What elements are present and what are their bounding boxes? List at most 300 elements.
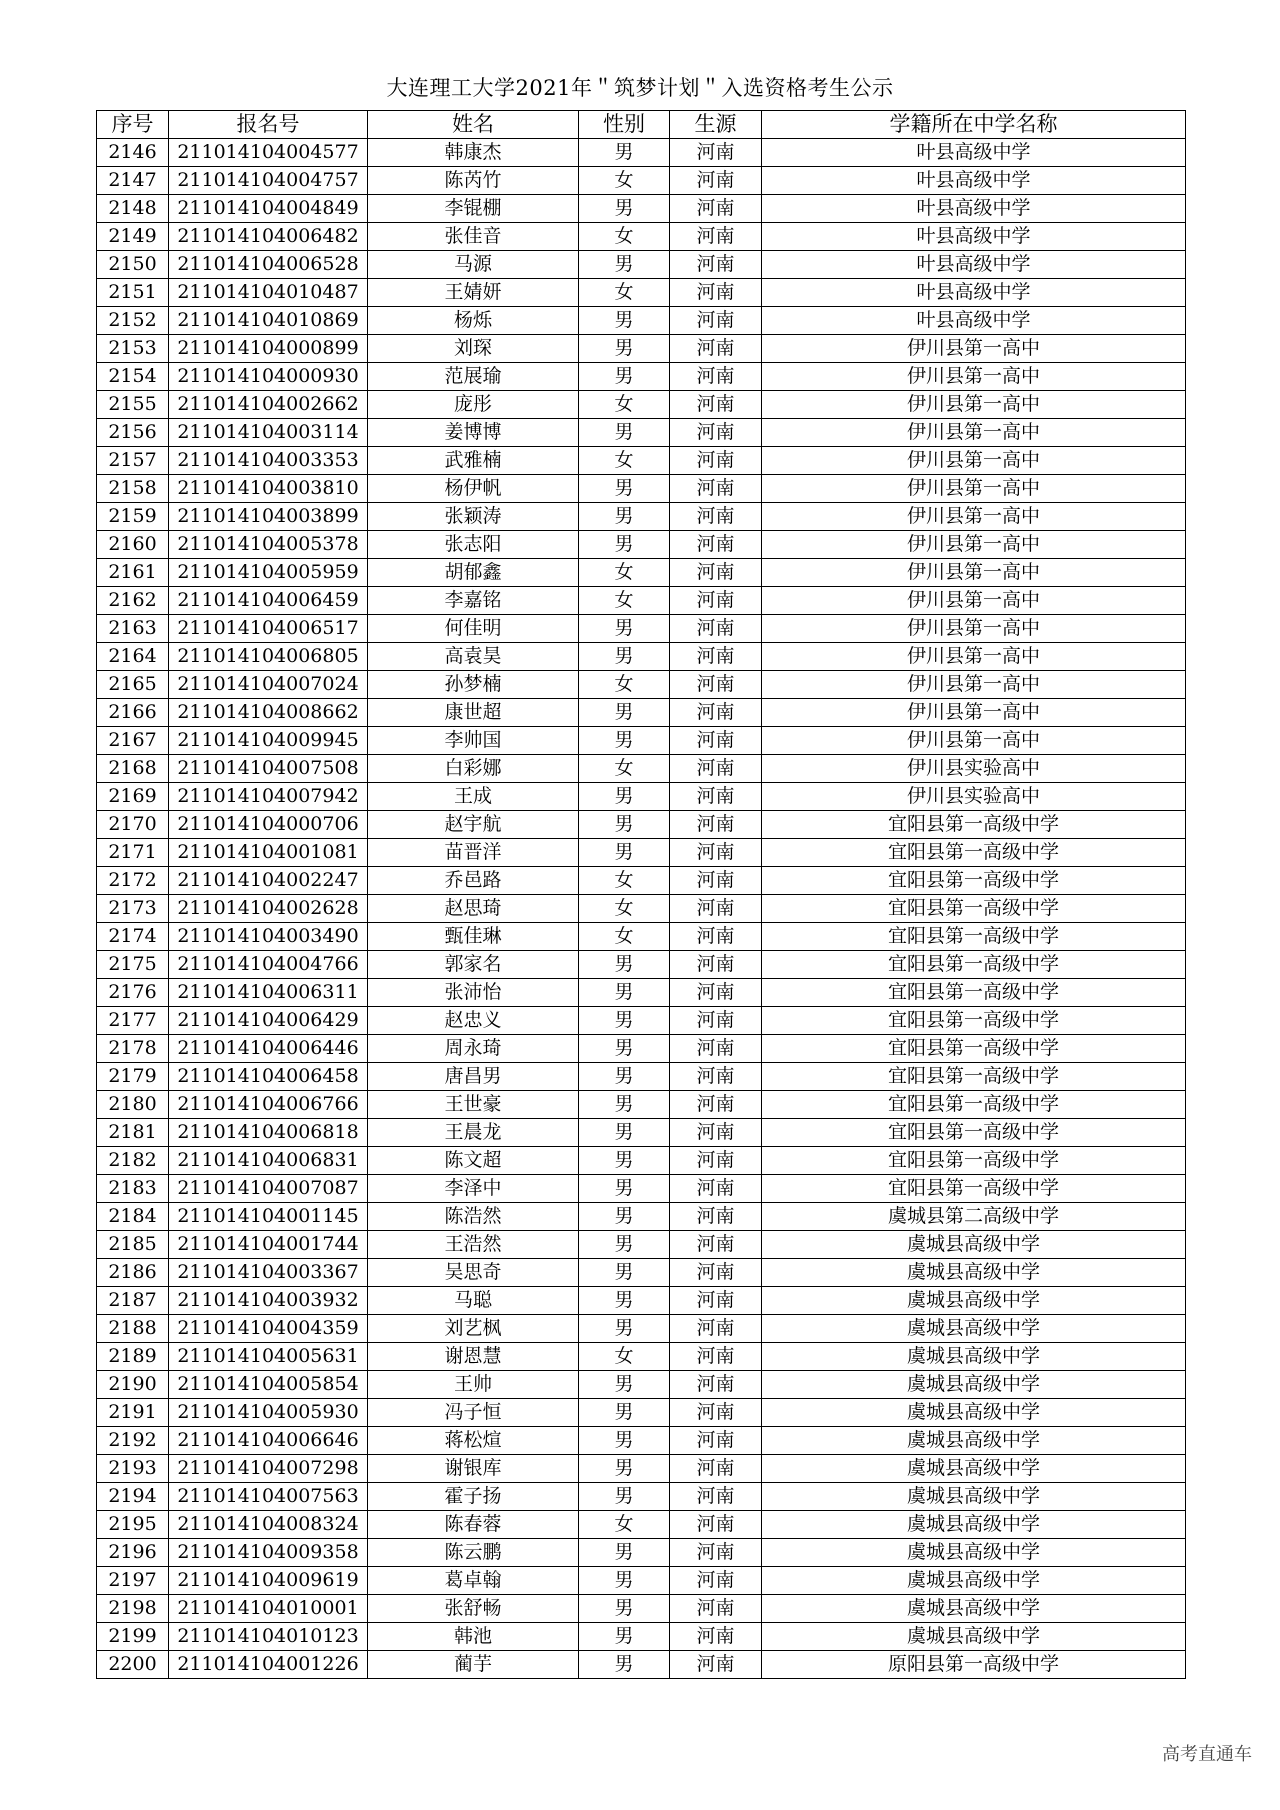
cell-name: 王浩然 bbox=[368, 1231, 579, 1259]
cell-registration-no: 211014104006482 bbox=[169, 223, 368, 251]
cell-gender: 女 bbox=[579, 279, 670, 307]
cell-origin: 河南 bbox=[670, 1007, 762, 1035]
table-row bbox=[97, 195, 1186, 223]
cell-gender: 男 bbox=[579, 1035, 670, 1063]
cell-registration-no: 211014104003114 bbox=[169, 419, 368, 447]
table-row bbox=[97, 1651, 1186, 1679]
cell-name: 刘艺枫 bbox=[368, 1315, 579, 1343]
cell-name: 李锟棚 bbox=[368, 195, 579, 223]
table-row bbox=[97, 1259, 1186, 1287]
table-row bbox=[97, 783, 1186, 811]
cell-gender: 男 bbox=[579, 1539, 670, 1567]
cell-registration-no: 211014104005930 bbox=[169, 1399, 368, 1427]
table-row bbox=[97, 1623, 1186, 1651]
cell-school: 叶县高级中学 bbox=[762, 307, 1186, 335]
cell-index: 2152 bbox=[97, 307, 169, 335]
cell-index: 2192 bbox=[97, 1427, 169, 1455]
table-row bbox=[97, 1203, 1186, 1231]
cell-gender: 男 bbox=[579, 503, 670, 531]
table-row bbox=[97, 1147, 1186, 1175]
table-row bbox=[97, 1343, 1186, 1371]
table-row bbox=[97, 671, 1186, 699]
cell-registration-no: 211014104010001 bbox=[169, 1595, 368, 1623]
cell-gender: 男 bbox=[579, 1119, 670, 1147]
cell-index: 2170 bbox=[97, 811, 169, 839]
cell-registration-no: 211014104007087 bbox=[169, 1175, 368, 1203]
cell-name: 乔邑路 bbox=[368, 867, 579, 895]
table-row bbox=[97, 363, 1186, 391]
cell-origin: 河南 bbox=[670, 699, 762, 727]
cell-registration-no: 211014104002247 bbox=[169, 867, 368, 895]
cell-registration-no: 211014104006459 bbox=[169, 587, 368, 615]
cell-name: 苗晋洋 bbox=[368, 839, 579, 867]
cell-registration-no: 211014104000706 bbox=[169, 811, 368, 839]
cell-registration-no: 211014104003810 bbox=[169, 475, 368, 503]
cell-registration-no: 211014104010123 bbox=[169, 1623, 368, 1651]
table-row bbox=[97, 167, 1186, 195]
cell-registration-no: 211014104002662 bbox=[169, 391, 368, 419]
cell-name: 何佳明 bbox=[368, 615, 579, 643]
cell-index: 2154 bbox=[97, 363, 169, 391]
cell-index: 2190 bbox=[97, 1371, 169, 1399]
cell-registration-no: 211014104004757 bbox=[169, 167, 368, 195]
cell-gender: 男 bbox=[579, 643, 670, 671]
cell-name: 胡郁鑫 bbox=[368, 559, 579, 587]
cell-origin: 河南 bbox=[670, 1091, 762, 1119]
cell-origin: 河南 bbox=[670, 223, 762, 251]
cell-origin: 河南 bbox=[670, 587, 762, 615]
cell-school: 伊川县第一高中 bbox=[762, 587, 1186, 615]
cell-name: 张志阳 bbox=[368, 531, 579, 559]
table-row bbox=[97, 503, 1186, 531]
cell-index: 2196 bbox=[97, 1539, 169, 1567]
cell-origin: 河南 bbox=[670, 307, 762, 335]
cell-gender: 男 bbox=[579, 1203, 670, 1231]
table-row bbox=[97, 1511, 1186, 1539]
cell-origin: 河南 bbox=[670, 1427, 762, 1455]
cell-origin: 河南 bbox=[670, 1539, 762, 1567]
cell-school: 叶县高级中学 bbox=[762, 167, 1186, 195]
cell-registration-no: 211014104007942 bbox=[169, 783, 368, 811]
cell-origin: 河南 bbox=[670, 783, 762, 811]
cell-origin: 河南 bbox=[670, 1231, 762, 1259]
cell-index: 2182 bbox=[97, 1147, 169, 1175]
cell-school: 伊川县第一高中 bbox=[762, 503, 1186, 531]
cell-gender: 男 bbox=[579, 1287, 670, 1315]
table-row bbox=[97, 895, 1186, 923]
cell-name: 康世超 bbox=[368, 699, 579, 727]
cell-index: 2184 bbox=[97, 1203, 169, 1231]
cell-index: 2146 bbox=[97, 139, 169, 167]
cell-registration-no: 211014104005378 bbox=[169, 531, 368, 559]
cell-school: 伊川县第一高中 bbox=[762, 531, 1186, 559]
cell-origin: 河南 bbox=[670, 951, 762, 979]
cell-gender: 男 bbox=[579, 1231, 670, 1259]
table-row bbox=[97, 811, 1186, 839]
cell-registration-no: 211014104004577 bbox=[169, 139, 368, 167]
cell-school: 叶县高级中学 bbox=[762, 195, 1186, 223]
table-body bbox=[97, 139, 1186, 1679]
cell-school: 伊川县第一高中 bbox=[762, 391, 1186, 419]
cell-index: 2191 bbox=[97, 1399, 169, 1427]
cell-name: 刘琛 bbox=[368, 335, 579, 363]
cell-registration-no: 211014104001744 bbox=[169, 1231, 368, 1259]
cell-registration-no: 211014104007024 bbox=[169, 671, 368, 699]
cell-gender: 男 bbox=[579, 1175, 670, 1203]
cell-name: 李帅国 bbox=[368, 727, 579, 755]
cell-index: 2158 bbox=[97, 475, 169, 503]
cell-school: 虞城县高级中学 bbox=[762, 1343, 1186, 1371]
cell-name: 庞彤 bbox=[368, 391, 579, 419]
table-row bbox=[97, 559, 1186, 587]
cell-origin: 河南 bbox=[670, 643, 762, 671]
cell-index: 2200 bbox=[97, 1651, 169, 1679]
cell-registration-no: 211014104010869 bbox=[169, 307, 368, 335]
cell-gender: 男 bbox=[579, 1483, 670, 1511]
cell-index: 2168 bbox=[97, 755, 169, 783]
cell-origin: 河南 bbox=[670, 279, 762, 307]
cell-index: 2181 bbox=[97, 1119, 169, 1147]
cell-name: 冯子恒 bbox=[368, 1399, 579, 1427]
cell-school: 虞城县高级中学 bbox=[762, 1315, 1186, 1343]
cell-school: 叶县高级中学 bbox=[762, 139, 1186, 167]
table-row bbox=[97, 727, 1186, 755]
cell-origin: 河南 bbox=[670, 895, 762, 923]
cell-origin: 河南 bbox=[670, 923, 762, 951]
cell-registration-no: 211014104007563 bbox=[169, 1483, 368, 1511]
cell-registration-no: 211014104006429 bbox=[169, 1007, 368, 1035]
col-header-index: 序号 bbox=[97, 111, 169, 139]
cell-index: 2174 bbox=[97, 923, 169, 951]
cell-origin: 河南 bbox=[670, 139, 762, 167]
cell-school: 原阳县第一高级中学 bbox=[762, 1651, 1186, 1679]
cell-registration-no: 211014104000930 bbox=[169, 363, 368, 391]
cell-registration-no: 211014104006528 bbox=[169, 251, 368, 279]
cell-school: 宜阳县第一高级中学 bbox=[762, 979, 1186, 1007]
cell-name: 杨烁 bbox=[368, 307, 579, 335]
cell-registration-no: 211014104003932 bbox=[169, 1287, 368, 1315]
cell-school: 伊川县第一高中 bbox=[762, 559, 1186, 587]
cell-origin: 河南 bbox=[670, 1175, 762, 1203]
cell-index: 2159 bbox=[97, 503, 169, 531]
cell-gender: 女 bbox=[579, 895, 670, 923]
cell-name: 霍子扬 bbox=[368, 1483, 579, 1511]
cell-gender: 男 bbox=[579, 727, 670, 755]
cell-origin: 河南 bbox=[670, 1595, 762, 1623]
cell-origin: 河南 bbox=[670, 1455, 762, 1483]
cell-origin: 河南 bbox=[670, 531, 762, 559]
cell-name: 陈浩然 bbox=[368, 1203, 579, 1231]
cell-index: 2198 bbox=[97, 1595, 169, 1623]
cell-index: 2156 bbox=[97, 419, 169, 447]
cell-name: 范展瑜 bbox=[368, 363, 579, 391]
cell-name: 郭家名 bbox=[368, 951, 579, 979]
cell-gender: 男 bbox=[579, 531, 670, 559]
cell-name: 韩池 bbox=[368, 1623, 579, 1651]
cell-origin: 河南 bbox=[670, 867, 762, 895]
cell-registration-no: 211014104009619 bbox=[169, 1567, 368, 1595]
cell-name: 韩康杰 bbox=[368, 139, 579, 167]
col-header-gender: 性别 bbox=[579, 111, 670, 139]
table-row bbox=[97, 1035, 1186, 1063]
cell-school: 虞城县高级中学 bbox=[762, 1595, 1186, 1623]
cell-name: 谢恩慧 bbox=[368, 1343, 579, 1371]
cell-school: 伊川县第一高中 bbox=[762, 671, 1186, 699]
watermark-text: 高考直通车 bbox=[1162, 1744, 1252, 1765]
cell-registration-no: 211014104004766 bbox=[169, 951, 368, 979]
table-row bbox=[97, 279, 1186, 307]
cell-name: 白彩娜 bbox=[368, 755, 579, 783]
cell-index: 2162 bbox=[97, 587, 169, 615]
cell-school: 叶县高级中学 bbox=[762, 223, 1186, 251]
cell-registration-no: 211014104006458 bbox=[169, 1063, 368, 1091]
cell-school: 伊川县实验高中 bbox=[762, 755, 1186, 783]
cell-index: 2175 bbox=[97, 951, 169, 979]
cell-name: 葛卓翰 bbox=[368, 1567, 579, 1595]
cell-origin: 河南 bbox=[670, 1259, 762, 1287]
cell-name: 张舒畅 bbox=[368, 1595, 579, 1623]
table-row bbox=[97, 867, 1186, 895]
cell-origin: 河南 bbox=[670, 1511, 762, 1539]
cell-school: 宜阳县第一高级中学 bbox=[762, 1175, 1186, 1203]
cell-school: 伊川县第一高中 bbox=[762, 643, 1186, 671]
cell-name: 张佳音 bbox=[368, 223, 579, 251]
cell-origin: 河南 bbox=[670, 1147, 762, 1175]
table-row bbox=[97, 1175, 1186, 1203]
cell-gender: 男 bbox=[579, 811, 670, 839]
cell-index: 2177 bbox=[97, 1007, 169, 1035]
cell-index: 2176 bbox=[97, 979, 169, 1007]
cell-registration-no: 211014104006818 bbox=[169, 1119, 368, 1147]
cell-origin: 河南 bbox=[670, 1315, 762, 1343]
cell-gender: 女 bbox=[579, 867, 670, 895]
cell-gender: 女 bbox=[579, 755, 670, 783]
cell-name: 周永琦 bbox=[368, 1035, 579, 1063]
cell-gender: 女 bbox=[579, 447, 670, 475]
cell-gender: 男 bbox=[579, 1063, 670, 1091]
cell-index: 2186 bbox=[97, 1259, 169, 1287]
table-row bbox=[97, 1007, 1186, 1035]
cell-name: 甄佳琳 bbox=[368, 923, 579, 951]
cell-registration-no: 211014104009358 bbox=[169, 1539, 368, 1567]
cell-school: 虞城县高级中学 bbox=[762, 1455, 1186, 1483]
cell-school: 伊川县实验高中 bbox=[762, 783, 1186, 811]
cell-school: 宜阳县第一高级中学 bbox=[762, 1091, 1186, 1119]
cell-gender: 男 bbox=[579, 1315, 670, 1343]
table-header-row bbox=[97, 111, 1186, 139]
col-header-name: 姓名 bbox=[368, 111, 579, 139]
cell-origin: 河南 bbox=[670, 335, 762, 363]
table-row bbox=[97, 1371, 1186, 1399]
col-header-school: 学籍所在中学名称 bbox=[762, 111, 1186, 139]
cell-gender: 女 bbox=[579, 559, 670, 587]
cell-origin: 河南 bbox=[670, 839, 762, 867]
cell-gender: 男 bbox=[579, 839, 670, 867]
cell-school: 宜阳县第一高级中学 bbox=[762, 951, 1186, 979]
cell-gender: 女 bbox=[579, 671, 670, 699]
table-row bbox=[97, 643, 1186, 671]
cell-index: 2155 bbox=[97, 391, 169, 419]
table-row bbox=[97, 979, 1186, 1007]
table-row bbox=[97, 951, 1186, 979]
cell-gender: 男 bbox=[579, 951, 670, 979]
cell-school: 伊川县第一高中 bbox=[762, 699, 1186, 727]
cell-origin: 河南 bbox=[670, 391, 762, 419]
cell-registration-no: 211014104008324 bbox=[169, 1511, 368, 1539]
cell-origin: 河南 bbox=[670, 671, 762, 699]
cell-registration-no: 211014104005959 bbox=[169, 559, 368, 587]
cell-index: 2193 bbox=[97, 1455, 169, 1483]
cell-gender: 男 bbox=[579, 1651, 670, 1679]
cell-school: 宜阳县第一高级中学 bbox=[762, 1063, 1186, 1091]
cell-name: 王世豪 bbox=[368, 1091, 579, 1119]
cell-name: 姜博博 bbox=[368, 419, 579, 447]
cell-school: 宜阳县第一高级中学 bbox=[762, 839, 1186, 867]
table-row bbox=[97, 419, 1186, 447]
cell-origin: 河南 bbox=[670, 447, 762, 475]
cell-school: 虞城县高级中学 bbox=[762, 1427, 1186, 1455]
cell-gender: 男 bbox=[579, 1623, 670, 1651]
cell-origin: 河南 bbox=[670, 363, 762, 391]
cell-index: 2173 bbox=[97, 895, 169, 923]
cell-gender: 男 bbox=[579, 1007, 670, 1035]
cell-origin: 河南 bbox=[670, 503, 762, 531]
cell-origin: 河南 bbox=[670, 1483, 762, 1511]
cell-registration-no: 211014104005631 bbox=[169, 1343, 368, 1371]
cell-gender: 男 bbox=[579, 419, 670, 447]
cell-origin: 河南 bbox=[670, 979, 762, 1007]
cell-registration-no: 211014104009945 bbox=[169, 727, 368, 755]
cell-school: 宜阳县第一高级中学 bbox=[762, 1007, 1186, 1035]
cell-origin: 河南 bbox=[670, 251, 762, 279]
cell-registration-no: 211014104006646 bbox=[169, 1427, 368, 1455]
cell-index: 2178 bbox=[97, 1035, 169, 1063]
table-row bbox=[97, 1455, 1186, 1483]
cell-origin: 河南 bbox=[670, 559, 762, 587]
cell-gender: 男 bbox=[579, 1399, 670, 1427]
table-row bbox=[97, 1595, 1186, 1623]
cell-name: 李嘉铭 bbox=[368, 587, 579, 615]
cell-school: 叶县高级中学 bbox=[762, 251, 1186, 279]
cell-index: 2171 bbox=[97, 839, 169, 867]
cell-registration-no: 211014104001226 bbox=[169, 1651, 368, 1679]
cell-index: 2160 bbox=[97, 531, 169, 559]
cell-school: 宜阳县第一高级中学 bbox=[762, 1147, 1186, 1175]
cell-school: 虞城县高级中学 bbox=[762, 1539, 1186, 1567]
cell-name: 陈云鹏 bbox=[368, 1539, 579, 1567]
table-row bbox=[97, 1427, 1186, 1455]
cell-origin: 河南 bbox=[670, 419, 762, 447]
table-row bbox=[97, 223, 1186, 251]
cell-name: 张沛怡 bbox=[368, 979, 579, 1007]
table-row bbox=[97, 1539, 1186, 1567]
cell-index: 2150 bbox=[97, 251, 169, 279]
table-row bbox=[97, 335, 1186, 363]
cell-origin: 河南 bbox=[670, 755, 762, 783]
cell-school: 虞城县高级中学 bbox=[762, 1623, 1186, 1651]
cell-gender: 女 bbox=[579, 1343, 670, 1371]
cell-registration-no: 211014104006446 bbox=[169, 1035, 368, 1063]
cell-origin: 河南 bbox=[670, 1371, 762, 1399]
cell-index: 2164 bbox=[97, 643, 169, 671]
cell-school: 伊川县第一高中 bbox=[762, 727, 1186, 755]
table-row bbox=[97, 1063, 1186, 1091]
cell-registration-no: 211014104006805 bbox=[169, 643, 368, 671]
cell-school: 伊川县第一高中 bbox=[762, 335, 1186, 363]
cell-school: 虞城县第二高级中学 bbox=[762, 1203, 1186, 1231]
table-row bbox=[97, 1091, 1186, 1119]
cell-name: 唐昌男 bbox=[368, 1063, 579, 1091]
cell-school: 虞城县高级中学 bbox=[762, 1511, 1186, 1539]
cell-index: 2163 bbox=[97, 615, 169, 643]
cell-name: 赵忠义 bbox=[368, 1007, 579, 1035]
cell-school: 伊川县第一高中 bbox=[762, 475, 1186, 503]
cell-school: 叶县高级中学 bbox=[762, 279, 1186, 307]
cell-gender: 男 bbox=[579, 1091, 670, 1119]
table-row bbox=[97, 755, 1186, 783]
table-row bbox=[97, 1119, 1186, 1147]
cell-gender: 男 bbox=[579, 475, 670, 503]
table-row bbox=[97, 531, 1186, 559]
cell-name: 蒋松煊 bbox=[368, 1427, 579, 1455]
table-row bbox=[97, 699, 1186, 727]
cell-origin: 河南 bbox=[670, 1399, 762, 1427]
cell-gender: 男 bbox=[579, 783, 670, 811]
cell-registration-no: 211014104004359 bbox=[169, 1315, 368, 1343]
table-row bbox=[97, 1483, 1186, 1511]
cell-name: 王晨龙 bbox=[368, 1119, 579, 1147]
cell-name: 王成 bbox=[368, 783, 579, 811]
cell-school: 宜阳县第一高级中学 bbox=[762, 1035, 1186, 1063]
cell-school: 宜阳县第一高级中学 bbox=[762, 895, 1186, 923]
cell-gender: 女 bbox=[579, 923, 670, 951]
cell-index: 2188 bbox=[97, 1315, 169, 1343]
cell-registration-no: 211014104007298 bbox=[169, 1455, 368, 1483]
cell-origin: 河南 bbox=[670, 615, 762, 643]
cell-index: 2172 bbox=[97, 867, 169, 895]
cell-index: 2157 bbox=[97, 447, 169, 475]
cell-registration-no: 211014104000899 bbox=[169, 335, 368, 363]
cell-index: 2189 bbox=[97, 1343, 169, 1371]
cell-registration-no: 211014104006766 bbox=[169, 1091, 368, 1119]
cell-registration-no: 211014104005854 bbox=[169, 1371, 368, 1399]
cell-name: 王帅 bbox=[368, 1371, 579, 1399]
cell-school: 伊川县第一高中 bbox=[762, 615, 1186, 643]
cell-gender: 男 bbox=[579, 1427, 670, 1455]
cell-index: 2148 bbox=[97, 195, 169, 223]
cell-gender: 女 bbox=[579, 391, 670, 419]
cell-gender: 女 bbox=[579, 587, 670, 615]
cell-name: 李泽中 bbox=[368, 1175, 579, 1203]
cell-school: 宜阳县第一高级中学 bbox=[762, 867, 1186, 895]
cell-gender: 男 bbox=[579, 1567, 670, 1595]
cell-index: 2179 bbox=[97, 1063, 169, 1091]
cell-origin: 河南 bbox=[670, 811, 762, 839]
cell-name: 陈芮竹 bbox=[368, 167, 579, 195]
cell-index: 2194 bbox=[97, 1483, 169, 1511]
cell-name: 孙梦楠 bbox=[368, 671, 579, 699]
cell-school: 伊川县第一高中 bbox=[762, 363, 1186, 391]
cell-registration-no: 211014104002628 bbox=[169, 895, 368, 923]
cell-name: 谢银库 bbox=[368, 1455, 579, 1483]
cell-school: 虞城县高级中学 bbox=[762, 1483, 1186, 1511]
table-row bbox=[97, 307, 1186, 335]
cell-gender: 男 bbox=[579, 1595, 670, 1623]
cell-name: 马源 bbox=[368, 251, 579, 279]
table-row bbox=[97, 1399, 1186, 1427]
cell-gender: 女 bbox=[579, 1511, 670, 1539]
cell-gender: 男 bbox=[579, 335, 670, 363]
